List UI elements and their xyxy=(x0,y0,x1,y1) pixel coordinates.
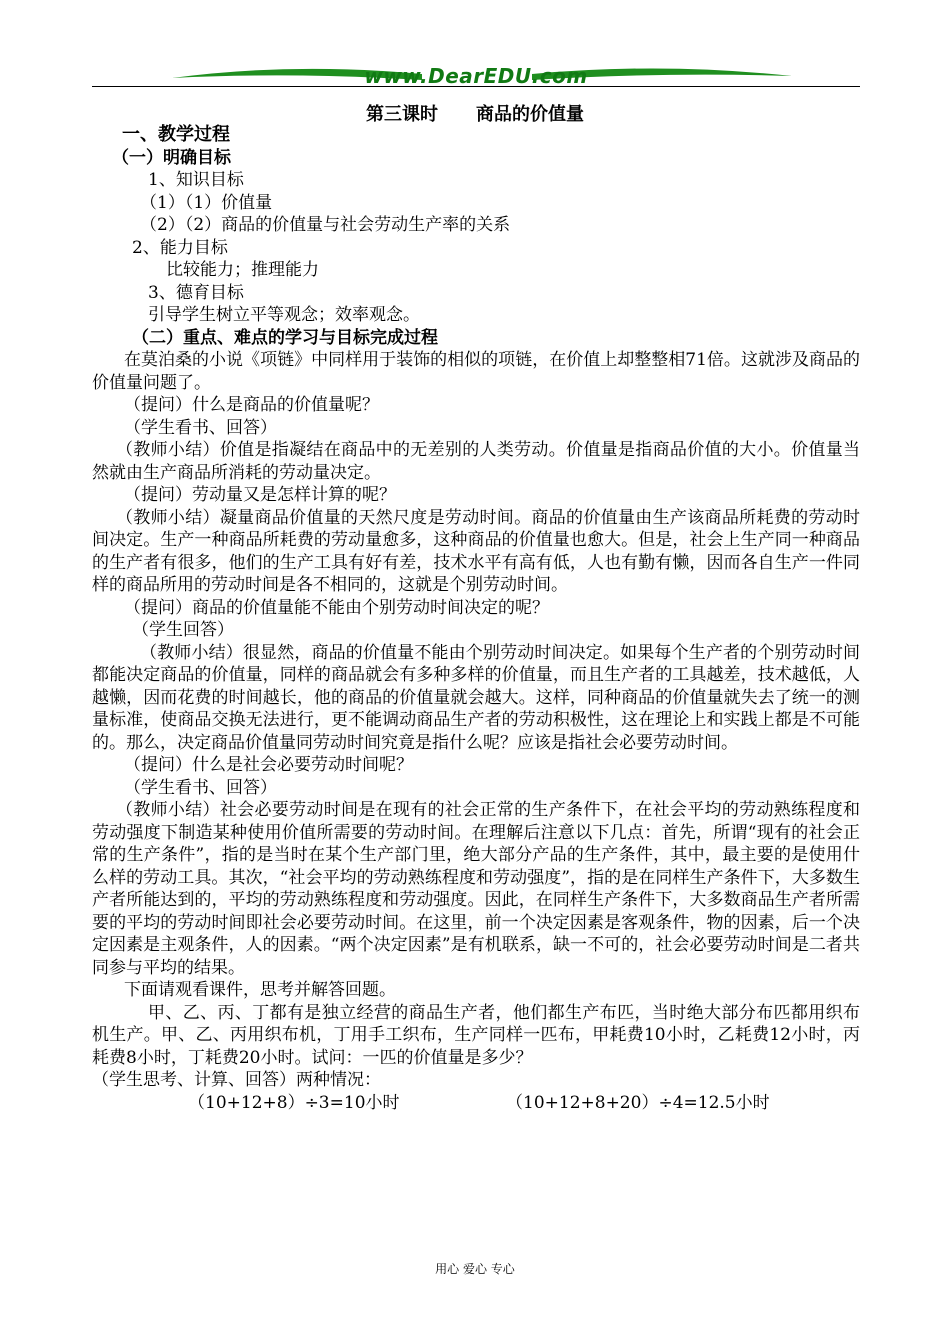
text-line: （教师小结）很显然，商品的价值量不能由个别劳动时间决定。如果每个生产者的个别劳动时间都能决定商品的价值量，同样的商品就会有多种多样的价值量，而且生产者的工具越差，技术越低，人越懒，因而花费的时间越长，他的商品的价值量就会越大。这样，同种商品的价值量就失去了统一的测量标准，使商品交换无法进行，更不能调动商品生产者的劳动积极性，这在理论上和实践上都是不可能的。那么，决定商品价值量同劳动时间究竟是指什么呢？应该是指社会必要劳动时间。 xyxy=(92,642,860,753)
text-line: （教师小结）凝量商品价值量的天然尺度是劳动时间。商品的价值量由生产该商品所耗费的劳动时间决定。生产一种商品所耗费的劳动量愈多，这种商品的价值量也愈大。但是，社会上生产同一种商品的生产者有很多，他们的生产工具有好有差，技术水平有高有低，人也有勤有懒，因而各自生产一件同样的商品所用的劳动时间是各不相同的，这就是个别劳动时间。 xyxy=(92,507,860,595)
lesson-label: 第三课时 xyxy=(366,104,438,125)
site-header xyxy=(92,58,860,98)
text-line: （一）明确目标 xyxy=(112,147,231,168)
text-line: （提问）劳动量又是怎样计算的呢？ xyxy=(124,485,396,505)
lesson-content xyxy=(92,124,860,1114)
calc-average-four: （10+12+8+20）÷4=12.5小时 xyxy=(506,1092,770,1113)
text-line: （提问）商品的价值量能不能由个别劳动时间决定的呢？ xyxy=(124,597,549,618)
text-line: （1）（1）价值量 xyxy=(140,192,273,213)
text-line: 2、能力目标 xyxy=(132,237,228,258)
text-line: 在莫泊桑的小说《项链》中同样用于装饰的相似的项链，在价值上却整整相71倍。这就涉及商品的价值量问题了。 xyxy=(92,350,860,393)
text-line: （提问）什么是社会必要劳动时间呢？ xyxy=(124,755,413,775)
page-footer: 用心 爱心 专心 xyxy=(435,1262,515,1276)
calc-average-three: （10+12+8）÷3=10小时 xyxy=(188,1092,400,1113)
site-logo-text: www.DearEDU.com xyxy=(364,64,588,88)
text-line: （二）重点、难点的学习与目标完成过程 xyxy=(132,327,438,348)
text-line: 1、知识目标 xyxy=(148,170,244,190)
text-line: 甲、乙、丙、丁都有是独立经营的商品生产者，他们都生产布匹，当时绝大部分布匹都用织布机生产。甲、乙、丙用织布机，丁用手工织布，生产同样一匹布，甲耗费10小时，乙耗费12小时，丙耗费8小时，丁耗费20小时。试问：一匹的价值量是多少？ xyxy=(92,1002,860,1068)
text-line: （提问）什么是商品的价值量呢？ xyxy=(124,395,379,415)
text-line: 3、德育目标 xyxy=(148,282,244,303)
text-line: 下面请观看课件，思考并解答回题。 xyxy=(124,980,396,1000)
text-line: （学生回答） xyxy=(132,620,234,640)
calculation-line xyxy=(92,1092,860,1115)
text-line: （学生看书、回答） xyxy=(124,777,277,798)
page-title xyxy=(0,100,950,126)
text-line: （教师小结）价值是指凝结在商品中的无差别的人类劳动。价值量是指商品价值的大小。价值量当然就由生产商品所消耗的劳动量决定。 xyxy=(92,440,860,483)
lesson-topic: 商品的价值量 xyxy=(476,104,584,125)
header-rule xyxy=(92,86,860,87)
text-line: （教师小结）社会必要劳动时间是在现有的社会正常的生产条件下，在社会平均的劳动熟练程度和劳动强度下制造某种使用价值所需要的劳动时间。在理解后注意以下几点：首先，所谓“现有的社会正常的生产条件”，指的是当时在某个生产部门里，绝大部分产品的生产条件，其中，最主要的是使用什么样的劳动工具。其次，“社会平均的劳动熟练程度和劳动强度”，指的是在同样生产条件下，大多数生产者所能达到的，平均的劳动熟练程度和劳动强度。因此，在同样生产条件下，大多数商品生产者所需要的平均的劳动时间即社会必要劳动时间。在这里，前一个决定因素是客观条件，物的因素，后一个决定因素是主观条件，人的因素。“两个决定因素”是有机联系，缺一不可的，社会必要劳动时间是二者共同参与平均的结果。 xyxy=(92,800,860,978)
text-line: （2）（2）商品的价值量与社会劳动生产率的关系 xyxy=(140,215,511,235)
text-line: 一、教学过程 xyxy=(122,124,230,145)
text-line: （学生思考、计算、回答）两种情况： xyxy=(92,1070,381,1090)
text-line: 引导学生树立平等观念；效率观念。 xyxy=(148,305,420,325)
text-line: 比较能力；推理能力 xyxy=(166,260,319,280)
text-line: （学生看书、回答） xyxy=(124,417,277,438)
